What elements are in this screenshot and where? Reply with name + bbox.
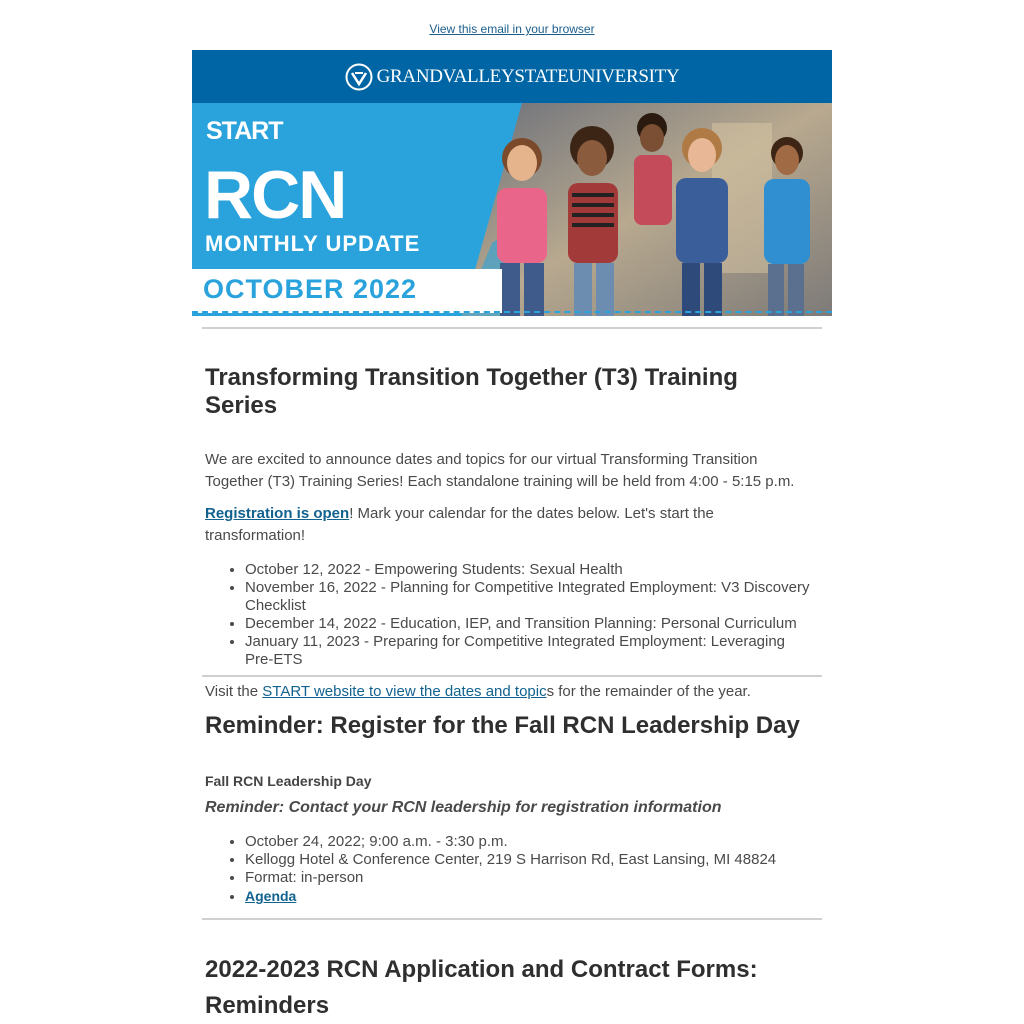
section-title: Transforming Transition Together (T3) Training Series — [205, 364, 738, 419]
registration-link[interactable]: Registration is open — [205, 505, 350, 522]
registration-paragraph — [205, 503, 815, 547]
section-divider — [202, 327, 822, 329]
event-reminder: Reminder: Contact your RCN leadership for registration information — [205, 799, 722, 816]
gvsu-logo-text: GRANDVALLEYSTATEUNIVERSITY — [376, 65, 680, 87]
event-details-list — [205, 833, 815, 906]
start-website-link[interactable]: START website to view the dates and topic — [262, 683, 547, 700]
section-divider — [202, 918, 822, 920]
registration-suffix: ! Mark your calendar for the dates below. Let's start the transformation! — [205, 505, 714, 544]
browser-link-row — [0, 20, 1024, 38]
list-item: • October 12, 2022 - Empowering Students: Sexual Health — [245, 561, 815, 579]
hero-date: OCTOBER 2022 — [203, 274, 418, 304]
gvsu-seal-icon — [345, 63, 373, 91]
hero-dashed-divider — [192, 311, 832, 313]
list-item — [245, 887, 815, 906]
hero-monthly-update: MONTHLY UPDATE — [205, 231, 421, 256]
visit-paragraph — [205, 681, 815, 703]
gvsu-logo[interactable] — [345, 63, 680, 91]
list-item: • Format: in-person — [245, 869, 815, 887]
email-container — [192, 50, 832, 316]
list-item: • November 16, 2022 - Planning for Competitive Integrated Employment: V3 Discovery Checklist — [245, 579, 815, 615]
section-application-forms — [205, 952, 815, 1024]
start-logo: START — [206, 117, 283, 145]
gvsu-header-bar — [192, 50, 832, 103]
section-intro: We are excited to announce dates and topics for our virtual Transforming Transition Together (T3) Training Series! Each standalone training will be held from 4:00 - 5:15 p.m. — [205, 451, 795, 490]
list-item: • October 24, 2022; 9:00 a.m. - 3:30 p.m. — [245, 833, 815, 851]
section-t3 — [205, 364, 815, 703]
agenda-link[interactable]: Agenda — [245, 888, 297, 904]
list-item: • Kellogg Hotel & Conference Center, 219 S Harrison Rd, East Lansing, MI 48824 — [245, 851, 815, 869]
list-item: • December 14, 2022 - Education, IEP, and Transition Planning: Personal Curriculum — [245, 615, 815, 633]
view-in-browser-link[interactable]: View this email in your browser — [429, 22, 595, 36]
event-subhead: Fall RCN Leadership Day — [205, 773, 372, 789]
section-divider — [202, 675, 822, 677]
list-item: • January 11, 2023 - Preparing for Competitive Integrated Employment: Leveraging Pre-ETS — [245, 633, 815, 669]
section-title: 2022-2023 RCN Application and Contract Forms: Reminders — [205, 956, 758, 1019]
training-dates-list — [205, 561, 815, 669]
section-title: Reminder: Register for the Fall RCN Leadership Day — [205, 712, 800, 739]
hero-banner[interactable] — [192, 103, 832, 316]
visit-suffix: s for the remainder of the year. — [546, 683, 751, 700]
section-leadership-day — [205, 712, 815, 906]
hero-rcn-title: RCN — [204, 157, 346, 233]
visit-prefix: Visit the — [205, 683, 263, 700]
kids-running-photo — [462, 103, 832, 316]
